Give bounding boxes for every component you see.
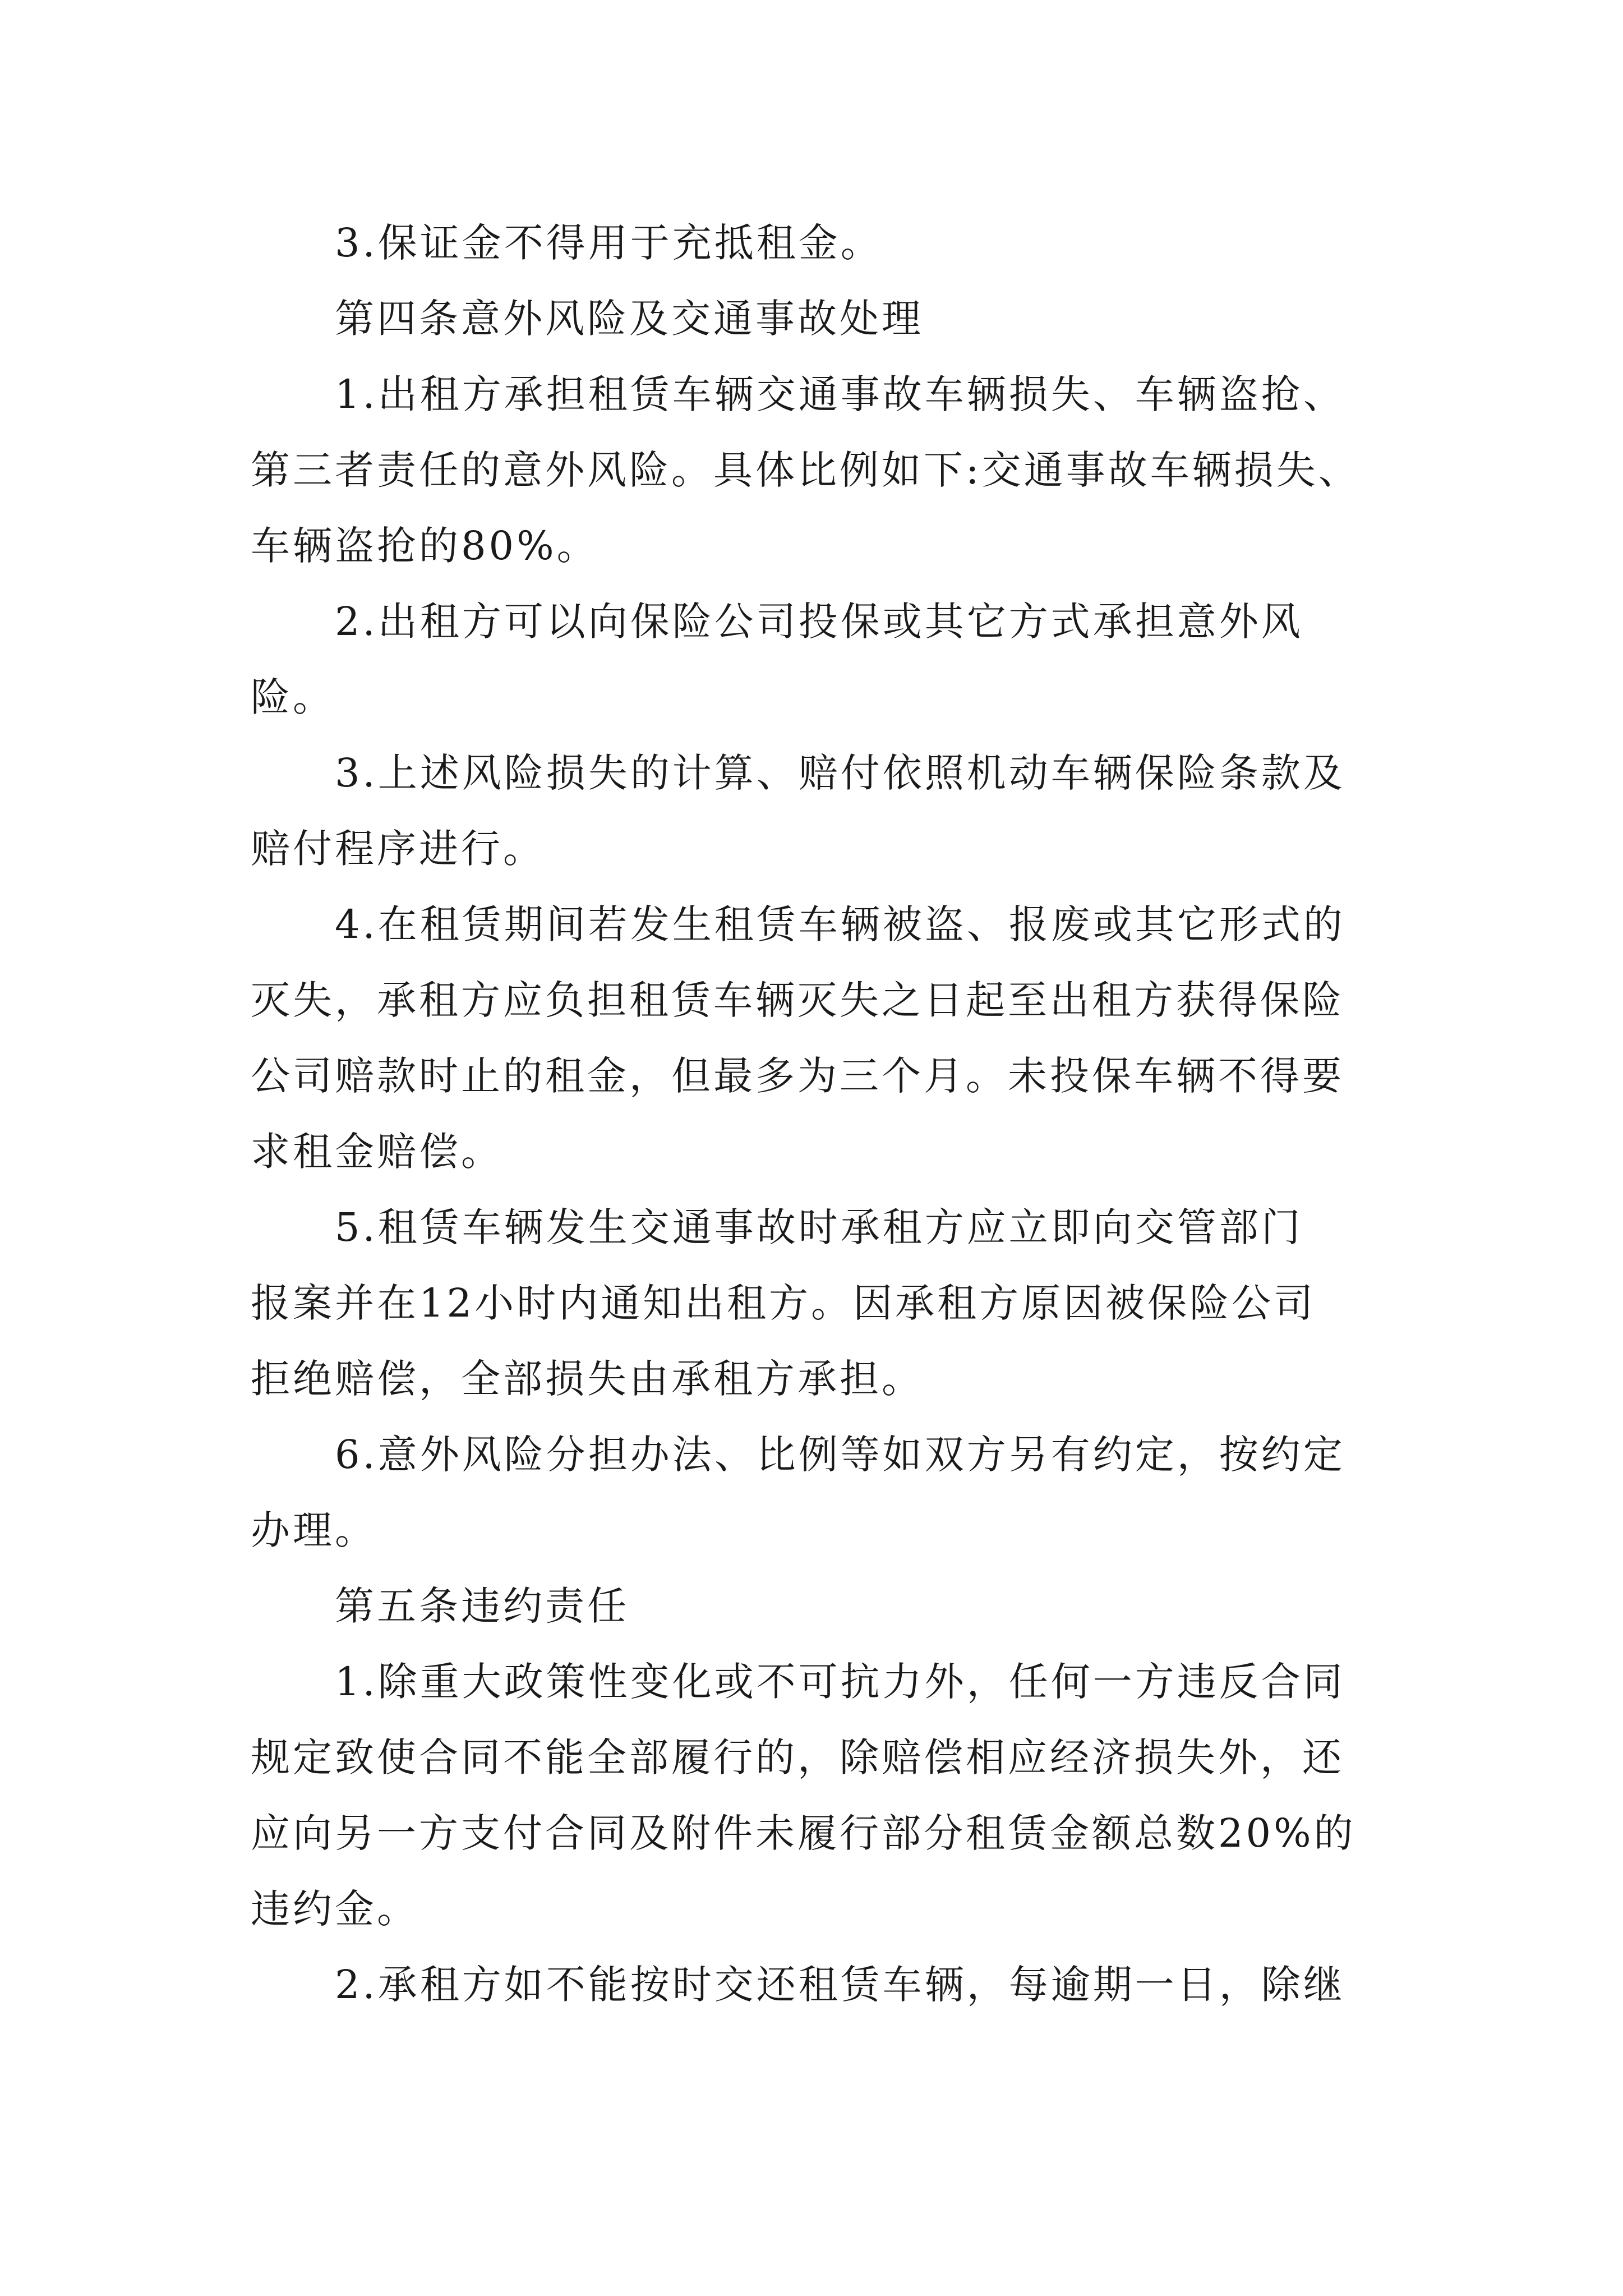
text-line: 2.出租方可以向保险公司投保或其它方式承担意外风	[335, 599, 1303, 645]
text-line: 规定致使合同不能全部履行的，除赔偿相应经济损失外，还	[251, 1734, 1344, 1780]
text-line: 险。	[251, 674, 335, 720]
text-line: 拒绝赔偿，全部损失由承租方承担。	[251, 1356, 924, 1402]
text-line: 报案并在12小时内通知出租方。因承租方原因被保险公司	[251, 1280, 1316, 1326]
text-line: 赔付程序进行。	[251, 826, 545, 872]
section-heading: 第五条违约责任	[335, 1583, 629, 1629]
text-line: 应向另一方支付合同及附件未履行部分租赁金额总数20%的	[251, 1810, 1356, 1856]
text-line: 求租金赔偿。	[251, 1129, 503, 1175]
text-line: 5.租赁车辆发生交通事故时承租方应立即向交管部门	[335, 1204, 1303, 1250]
text-line: 3.保证金不得用于充抵租金。	[335, 220, 883, 266]
text-line: 公司赔款时止的租金，但最多为三个月。未投保车辆不得要	[251, 1053, 1344, 1099]
section-heading: 第四条意外风险及交通事故处理	[335, 296, 924, 342]
text-line: 1.出租方承担租赁车辆交通事故车辆损失、车辆盗抢、	[335, 371, 1345, 417]
text-line: 1.除重大政策性变化或不可抗力外，任何一方违反合同	[335, 1659, 1345, 1705]
text-line: 6.意外风险分担办法、比例等如双方另有约定，按约定	[335, 1432, 1345, 1478]
text-line: 灭失，承租方应负担租赁车辆灭失之日起至出租方获得保险	[251, 977, 1344, 1023]
text-line: 2.承租方如不能按时交还租赁车辆，每逾期一日，除继	[335, 1962, 1345, 2008]
text-line: 违约金。	[251, 1886, 419, 1932]
text-line: 第三者责任的意外风险。具体比例如下:交通事故车辆损失、	[251, 447, 1361, 493]
text-line: 4.在租赁期间若发生租赁车辆被盗、报废或其它形式的	[335, 901, 1345, 947]
text-line: 车辆盗抢的80%。	[251, 523, 599, 569]
text-line: 办理。	[251, 1507, 377, 1553]
text-line: 3.上述风险损失的计算、赔付依照机动车辆保险条款及	[335, 750, 1345, 796]
